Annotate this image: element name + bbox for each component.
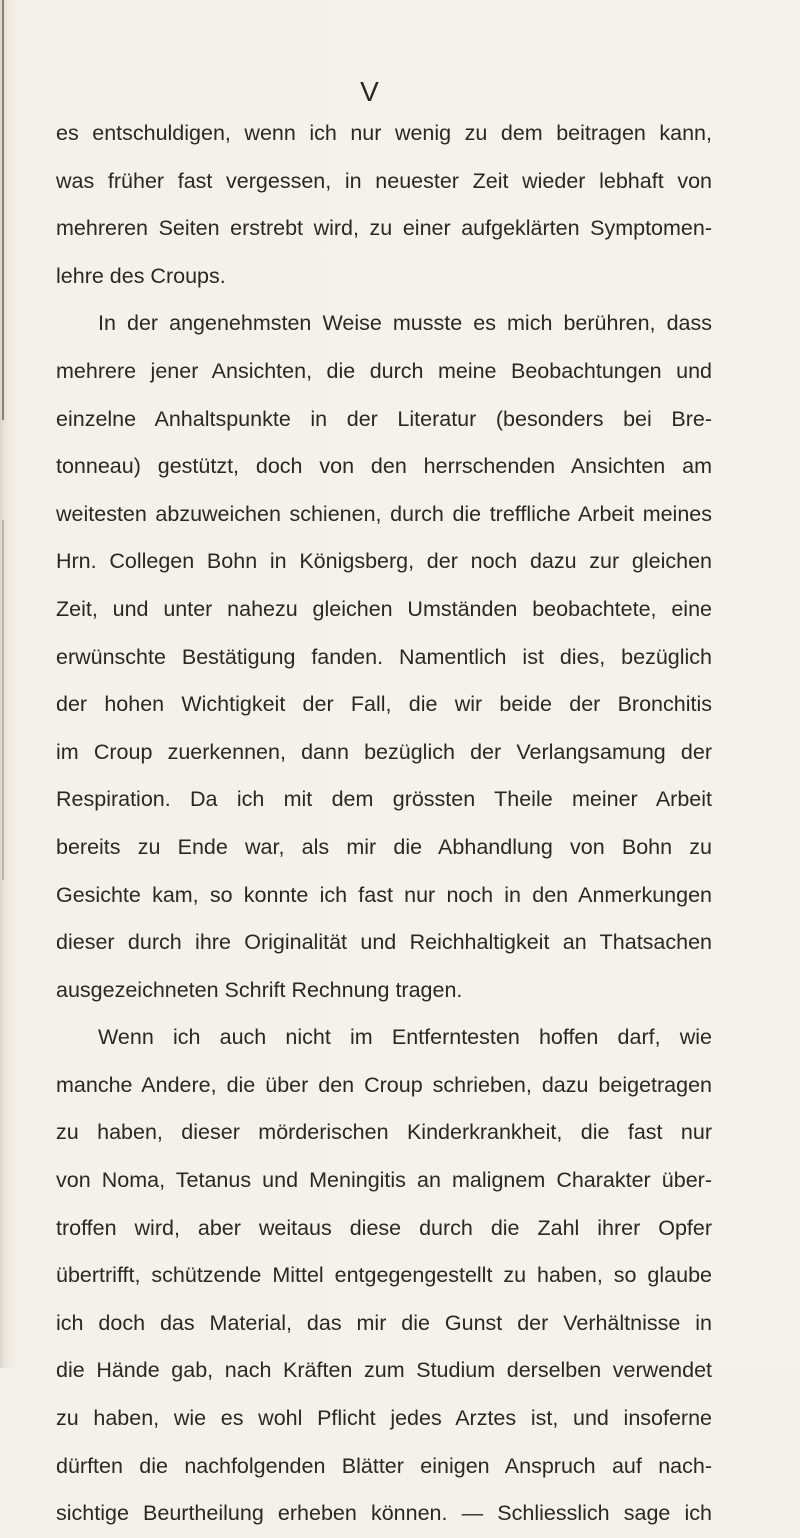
text-line: tonneau) gestützt, doch von den herrschenden Ansichten am [56,454,712,479]
text-line: ausgezeichneten Schrift Rechnung tragen. [56,977,463,1002]
text-line: zu haben, dieser mörderischen Kinderkrankheit, die fast nur [56,1120,712,1145]
text-line: was früher fast vergessen, in neuester Zeit wieder lebhaft von [56,168,712,193]
text-line: mehreren Seiten erstrebt wird, zu einer aufgeklärten Symptomen- [56,216,712,241]
text-line: troffen wird, aber weitaus diese durch die Zahl ihrer Opfer [56,1215,712,1240]
page-number: V [360,76,380,107]
text-line: ich doch das Material, das mir die Gunst der Verhältnisse in [56,1310,712,1335]
binding-edge-mark-lower [2,520,4,880]
text-line: manche Andere, die über den Croup schrieben, dazu beigetragen [56,1072,712,1097]
text-line: sichtige Beurtheilung erheben können. — Schliesslich sage ich [56,1501,712,1526]
body-text [56,110,712,1538]
text-line: weitesten abzuweichen schienen, durch die treffliche Arbeit meines [56,501,712,526]
text-line: Zeit, und unter nahezu gleichen Umständen beobachtete, eine [56,596,712,621]
binding-edge-mark [2,0,4,420]
text-line: es entschuldigen, wenn ich nur wenig zu dem beitragen kann, [56,121,712,145]
text-line: dürften die nachfolgenden Blätter einigen Anspruch auf nach- [56,1453,712,1478]
text-line: bereits zu Ende war, als mir die Abhandlung von Bohn zu [56,834,712,859]
text-line: Gesichte kam, so konnte ich fast nur noch in den Anmerkungen [56,882,712,907]
text-line: Respiration. Da ich mit dem grössten Theile meiner Arbeit [56,787,712,812]
text-line: zu haben, wie es wohl Pflicht jedes Arztes ist, und insoferne [56,1406,712,1431]
text-line: im Croup zuerkennen, dann bezüglich der Verlangsamung der [56,739,712,764]
text-line: von Noma, Tetanus und Meningitis an malignem Charakter über- [56,1168,712,1193]
text-line: Hrn. Collegen Bohn in Königsberg, der noch dazu zur gleichen [56,549,712,574]
text-line: erwünschte Bestätigung fanden. Namentlich ist dies, bezüglich [56,644,712,669]
text-line: dieser durch ihre Originalität und Reichhaltigkeit an Thatsachen [56,930,712,955]
text-line: einzelne Anhaltspunkte in der Literatur (besonders bei Bre- [56,406,712,431]
text-line: mehrere jener Ansichten, die durch meine Beobachtungen und [56,358,712,383]
text-line: In der angenehmsten Weise musste es mich berühren, dass [98,311,712,336]
text-line: der hohen Wichtigkeit der Fall, die wir beide der Bronchitis [56,692,712,717]
text-line: lehre des Croups. [56,263,226,288]
text-line: Wenn ich auch nicht im Entferntesten hoffen darf, wie [98,1025,712,1050]
text-line: übertrifft, schützende Mittel entgegengestellt zu haben, so glaube [56,1263,712,1288]
text-line: die Hände gab, nach Kräften zum Studium derselben verwendet [56,1358,712,1383]
